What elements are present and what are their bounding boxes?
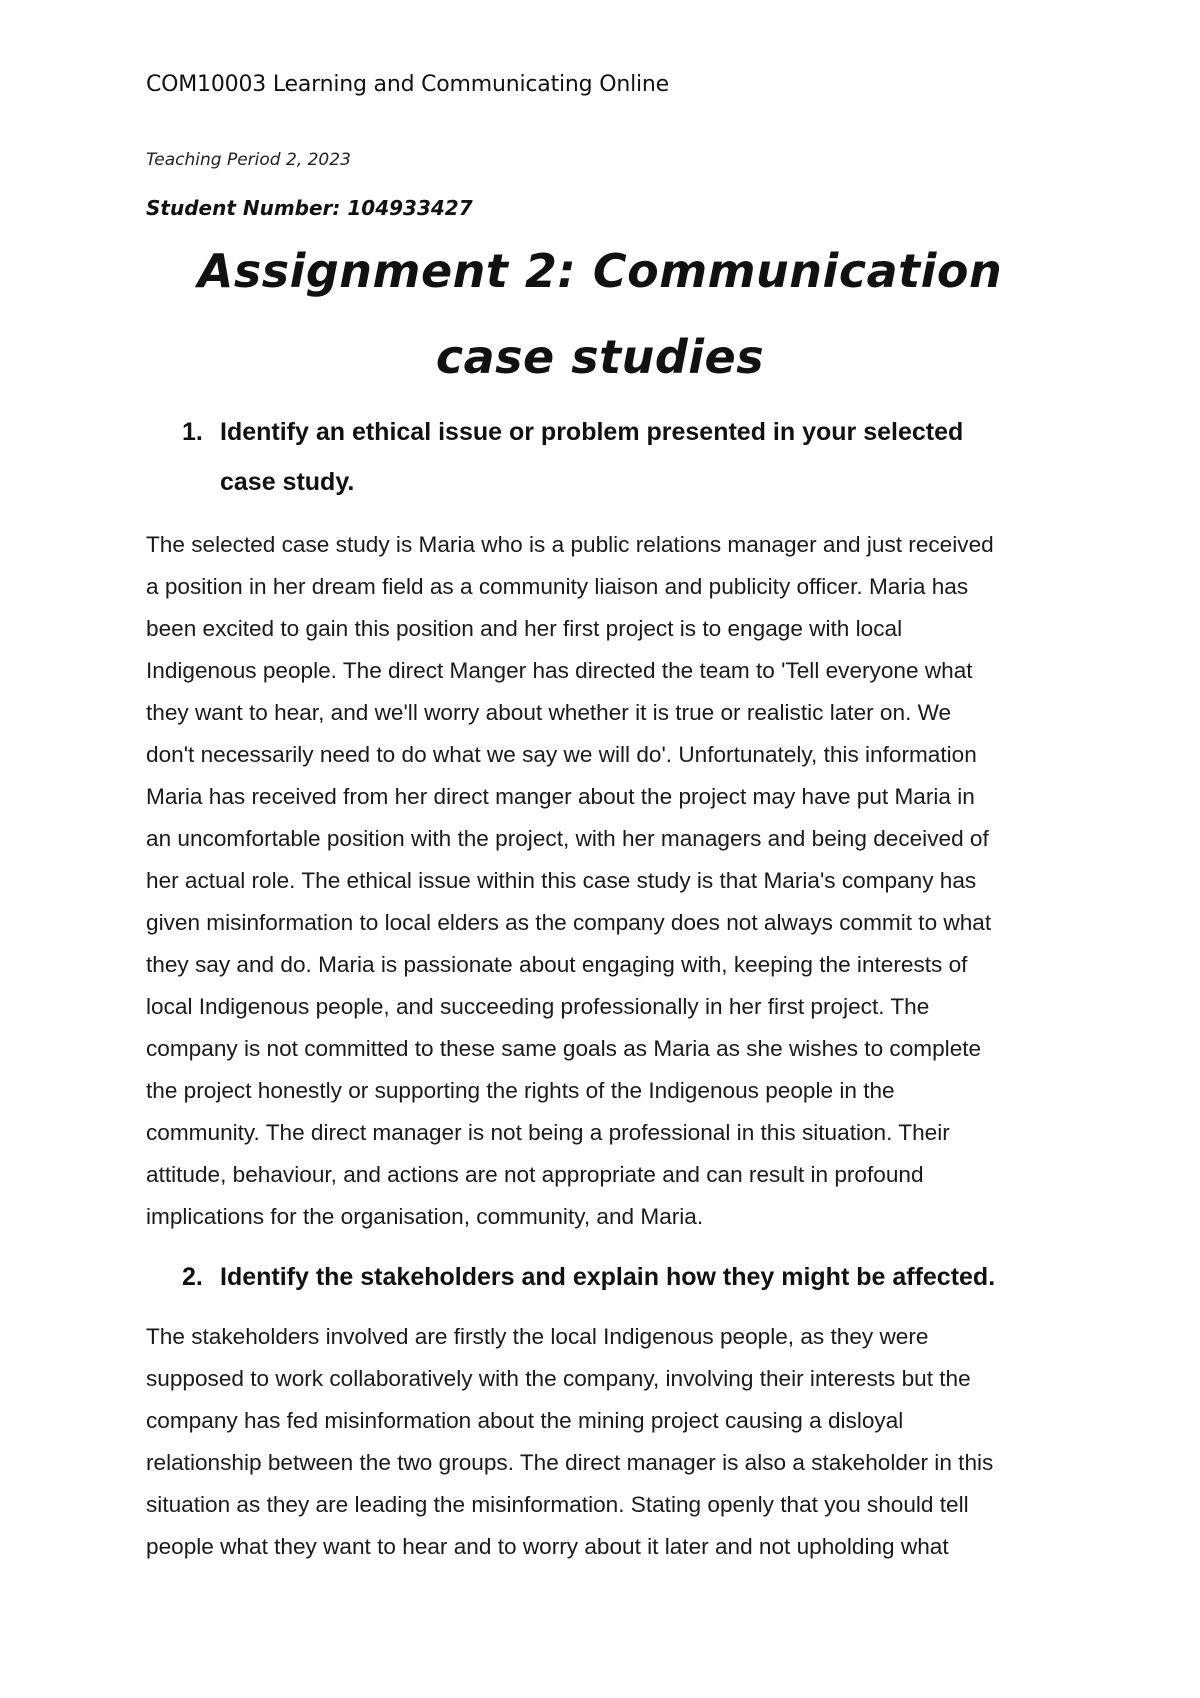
text-line: given misinformation to local elders as the company does not always commit to what xyxy=(146,910,992,935)
text-line: the project honestly or supporting the rights of the Indigenous people in the xyxy=(146,1078,895,1103)
text-line: The selected case study is Maria who is a public relations manager and just received xyxy=(146,532,994,557)
question-1-text-continued: case study. xyxy=(220,468,355,496)
answer-1-paragraph xyxy=(146,524,1076,1238)
text-line: they want to hear, and we'll worry about whether it is true or realistic later on. We xyxy=(146,700,952,725)
student-number: Student Number: 104933427 xyxy=(146,196,473,220)
text-line: situation as they are leading the misinformation. Stating openly that you should tell xyxy=(146,1492,969,1517)
text-line: her actual role. The ethical issue within this case study is that Maria's company has xyxy=(146,868,977,893)
text-line: an uncomfortable position with the project, with her managers and being deceived of xyxy=(146,826,989,851)
text-line: attitude, behaviour, and actions are not appropriate and can result in profound xyxy=(146,1162,924,1187)
question-1-text: Identify an ethical issue or problem presented in your selected xyxy=(220,418,964,446)
question-2-text: Identify the stakeholders and explain how they might be affected. xyxy=(220,1263,996,1291)
text-line: company is not committed to these same goals as Maria as she wishes to complete xyxy=(146,1036,982,1061)
assignment-title-line-1: Assignment 2: Communication xyxy=(197,244,1003,298)
text-line: Maria has received from her direct manger about the project may have put Maria in xyxy=(146,784,975,809)
text-line: local Indigenous people, and succeeding professionally in her first project. The xyxy=(146,994,930,1019)
course-header: COM10003 Learning and Communicating Online xyxy=(146,72,669,97)
text-line: The stakeholders involved are firstly the local Indigenous people, as they were xyxy=(146,1324,929,1349)
question-1-number: 1. xyxy=(182,418,203,446)
text-line: a position in her dream field as a community liaison and publicity officer. Maria has xyxy=(146,574,969,599)
teaching-period: Teaching Period 2, 2023 xyxy=(146,150,351,170)
text-line: Indigenous people. The direct Manger has directed the team to 'Tell everyone what xyxy=(146,658,973,683)
text-line: don't necessarily need to do what we say we will do'. Unfortunately, this information xyxy=(146,742,977,767)
text-line: company has fed misinformation about the mining project causing a disloyal xyxy=(146,1408,904,1433)
text-line: implications for the organisation, community, and Maria. xyxy=(146,1204,704,1229)
text-line: people what they want to hear and to worry about it later and not upholding what xyxy=(146,1534,949,1559)
assignment-title-line-2: case studies xyxy=(435,330,765,384)
answer-2-paragraph xyxy=(146,1316,1076,1568)
text-line: they say and do. Maria is passionate about engaging with, keeping the interests of xyxy=(146,952,968,977)
question-2-number: 2. xyxy=(182,1263,203,1291)
text-line: relationship between the two groups. The direct manager is also a stakeholder in this xyxy=(146,1450,994,1475)
text-line: been excited to gain this position and her first project is to engage with local xyxy=(146,616,903,641)
text-line: community. The direct manager is not being a professional in this situation. Their xyxy=(146,1120,950,1145)
text-line: supposed to work collaboratively with the company, involving their interests but the xyxy=(146,1366,971,1391)
